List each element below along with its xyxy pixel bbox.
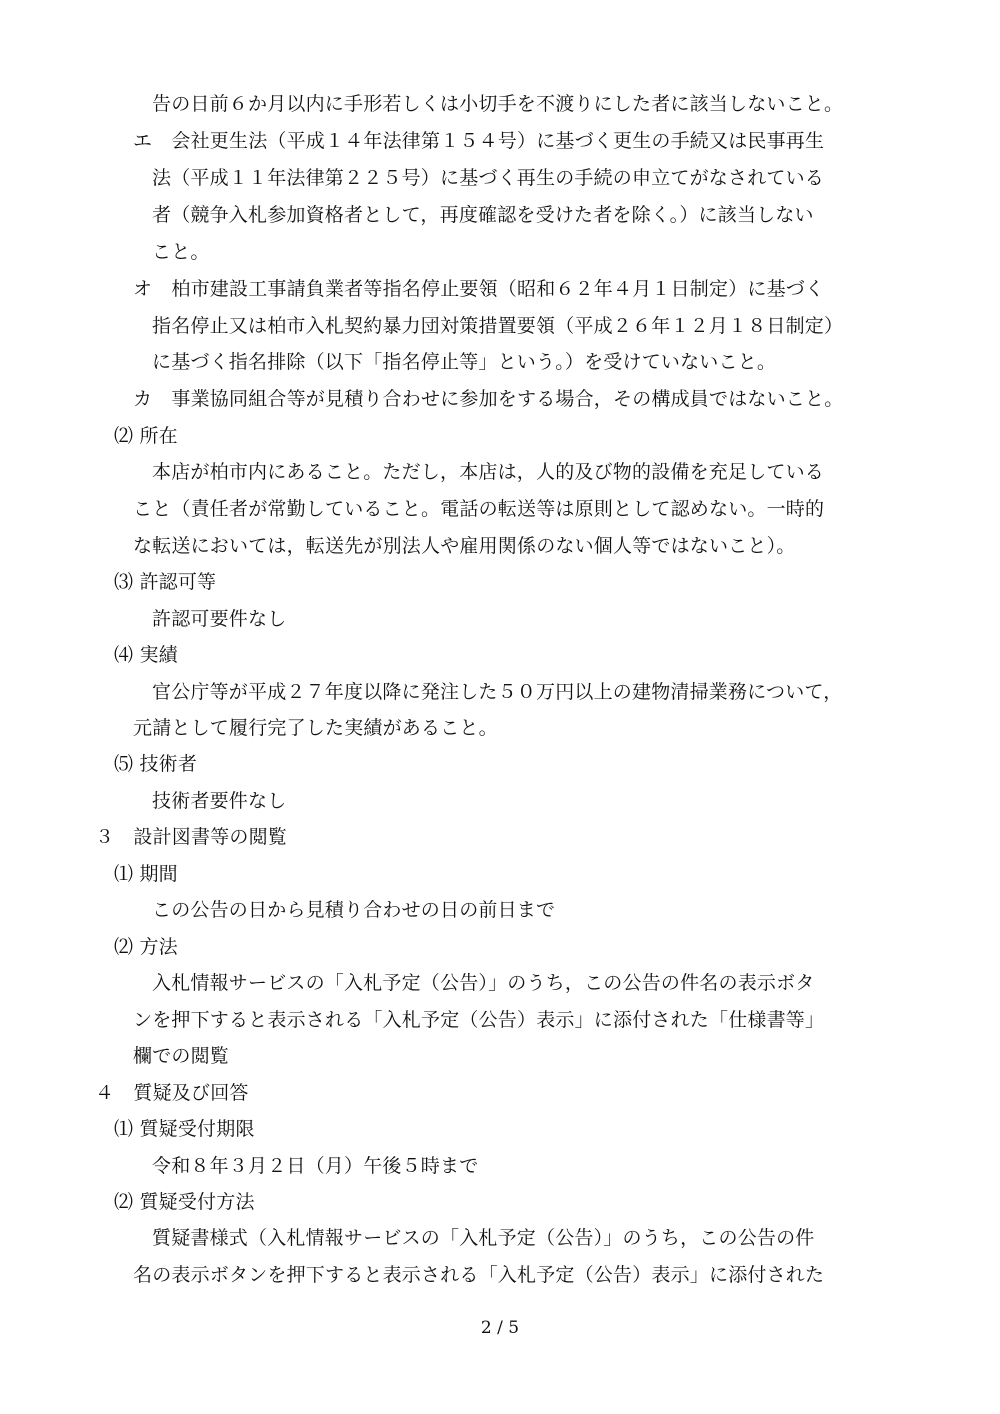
text-line: に基づく指名排除（以下「指名停止等」という。）を受けていないこと。 xyxy=(152,351,777,373)
text-line: 質疑書様式（入札情報サービスの「入札予定（公告）」のうち，この公告の件 xyxy=(152,1227,815,1249)
text-line: 者（競争入札参加資格者として，再度確認を受けた者を除く。）に該当しない xyxy=(152,204,814,226)
heading-questions-answers: ４ 質疑及び回答 xyxy=(95,1082,249,1104)
section-heading-question-method: ⑵ 質疑受付方法 xyxy=(114,1191,255,1213)
section-heading-location: ⑵ 所在 xyxy=(114,425,178,447)
list-item-ka: カ 事業協同組合等が見積り合わせに参加をする場合，その構成員ではないこと。 xyxy=(133,388,844,410)
text-line: ンを押下すると表示される「入札予定（公告）表示」に添付された「仕様書等」 xyxy=(133,1009,825,1031)
text-line: こと。 xyxy=(152,241,210,263)
list-item-o: オ 柏市建設工事請負業者等指名停止要領（昭和６２年４月１日制定）に基づく xyxy=(133,278,825,300)
section-heading-method: ⑵ 方法 xyxy=(114,936,178,958)
text-line: 名の表示ボタンを押下すると表示される「入札予定（公告）表示」に添付された xyxy=(133,1264,825,1286)
section-heading-period: ⑴ 期間 xyxy=(114,863,178,885)
section-heading-engineer: ⑸ 技術者 xyxy=(114,753,198,775)
text-line: な転送においては，転送先が別法人や雇用関係のない個人等ではないこと）。 xyxy=(133,535,796,557)
text-line: この公告の日から見積り合わせの日の前日まで xyxy=(152,899,556,921)
text-line: 入札情報サービスの「入札予定（公告）」のうち，この公告の件名の表示ボタ xyxy=(152,972,815,994)
text-line: 指名停止又は柏市入札契約暴力団対策措置要領（平成２６年１２月１８日制定） xyxy=(152,315,844,337)
section-heading-permits: ⑶ 許認可等 xyxy=(114,571,217,593)
section-heading-record: ⑷ 実績 xyxy=(114,644,178,666)
text-line: 元請として履行完了した実績があること。 xyxy=(133,717,498,739)
page-number: 2 / 5 xyxy=(480,1318,520,1338)
list-item-e: エ 会社更生法（平成１４年法律第１５４号）に基づく更生の手続又は民事再生 xyxy=(133,130,825,152)
text-line: 許認可要件なし xyxy=(152,608,287,630)
text-line: 技術者要件なし xyxy=(152,790,287,812)
text-line: 欄での閲覧 xyxy=(133,1045,230,1067)
text-line: 本店が柏市内にあること。ただし，本店は，人的及び物的設備を充足している xyxy=(152,461,825,483)
text-line: 令和８年３月２日（月）午後５時まで xyxy=(152,1155,479,1177)
text-line: 官公庁等が平成２７年度以降に発注した５０万円以上の建物清掃業務について， xyxy=(152,681,843,703)
text-line: 告の日前６か月以内に手形若しくは小切手を不渡りにした者に該当しないこと。 xyxy=(152,93,844,115)
text-line: 法（平成１１年法律第２２５号）に基づく再生の手続の申立てがなされている xyxy=(152,167,825,189)
text-line: こと（責任者が常勤していること。電話の転送等は原則として認めない。一時的 xyxy=(133,498,825,520)
heading-design-documents: ３ 設計図書等の閲覧 xyxy=(95,826,288,848)
section-heading-question-deadline: ⑴ 質疑受付期限 xyxy=(114,1118,255,1140)
